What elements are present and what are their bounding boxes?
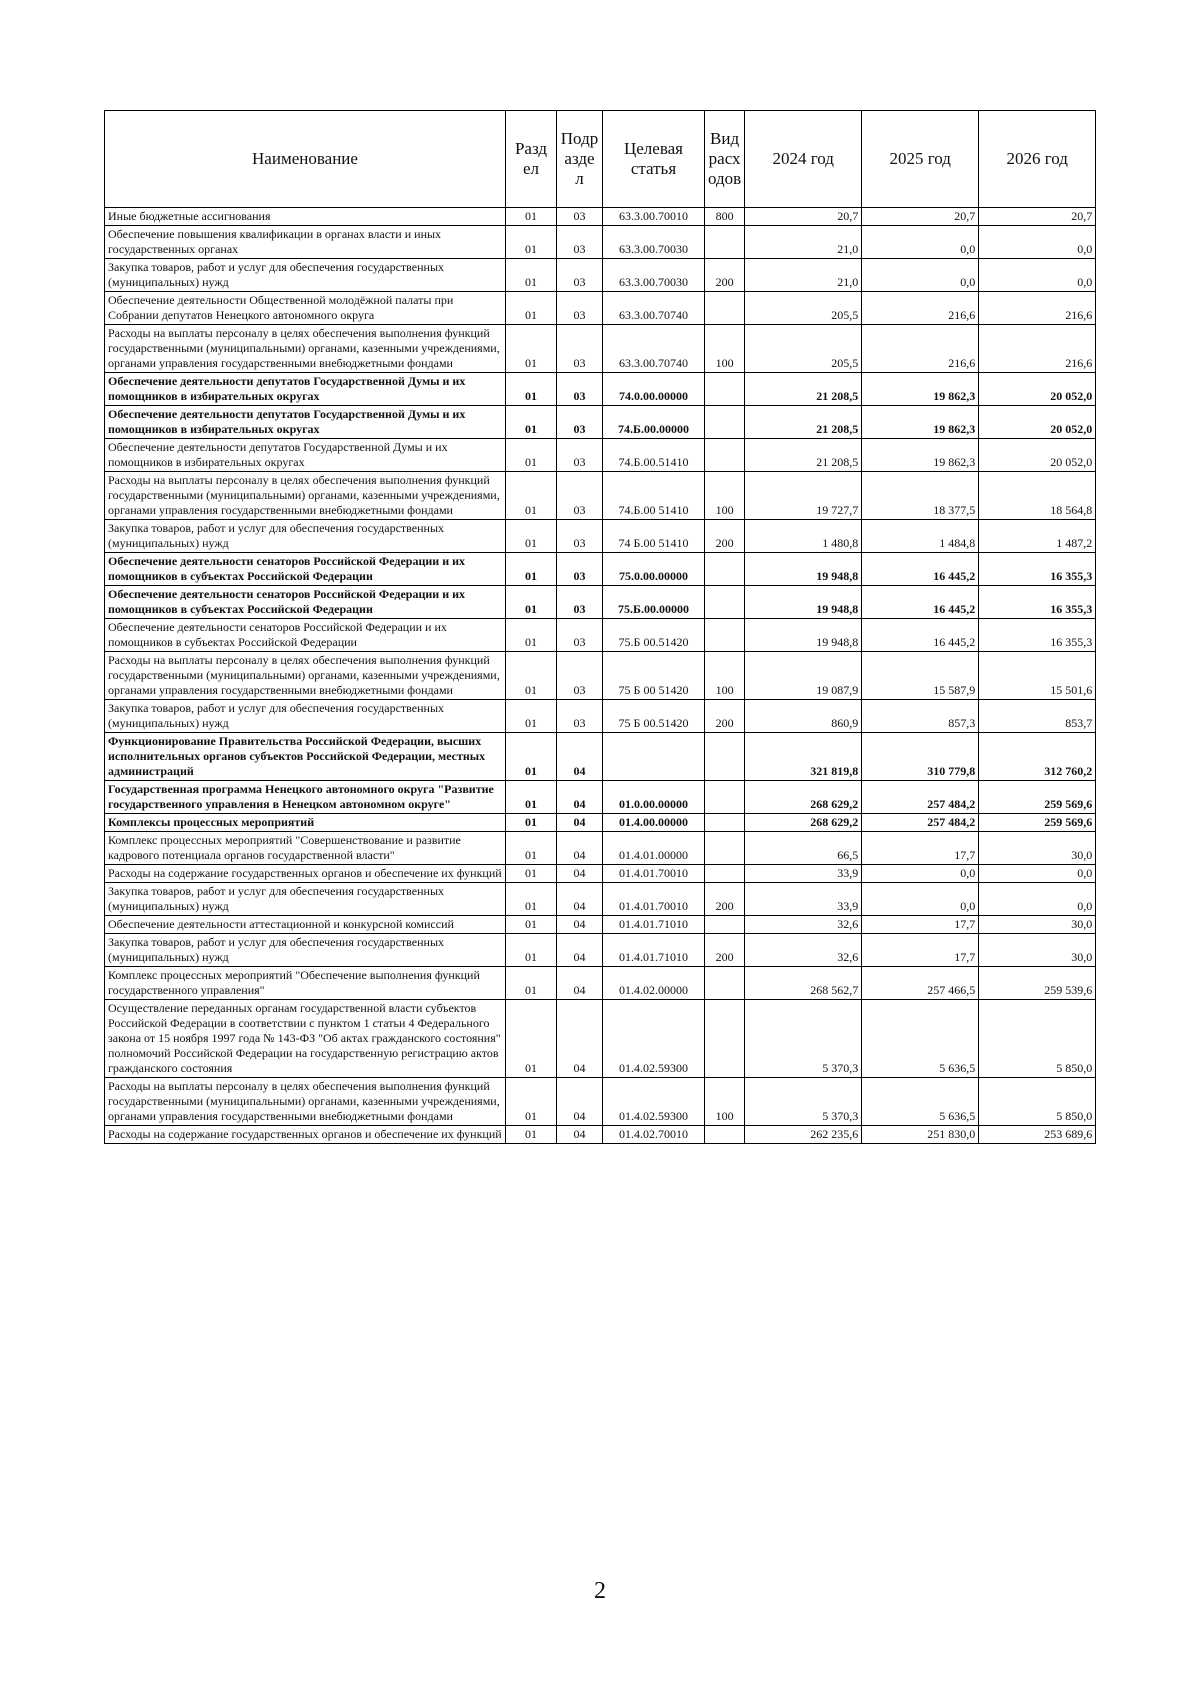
cell-podrazdel: 04 <box>557 865 603 883</box>
cell-2024: 66,5 <box>745 832 862 865</box>
cell-vid <box>705 292 745 325</box>
cell-vid <box>705 373 745 406</box>
cell-2026: 1 487,2 <box>979 520 1096 553</box>
header-target: Целевая статья <box>603 111 705 208</box>
cell-razdel: 01 <box>506 652 557 700</box>
table-row <box>105 916 1096 934</box>
cell-razdel: 01 <box>506 292 557 325</box>
cell-2024: 19 948,8 <box>745 586 862 619</box>
cell-name: Комплексы процессных мероприятий <box>105 814 506 832</box>
cell-2026: 259 569,6 <box>979 814 1096 832</box>
cell-name: Обеспечение деятельности депутатов Государственной Думы и их помощников в избирательных округах <box>105 373 506 406</box>
cell-2025: 0,0 <box>862 883 979 916</box>
table-row <box>105 259 1096 292</box>
cell-vid <box>705 586 745 619</box>
cell-2025: 19 862,3 <box>862 406 979 439</box>
cell-2025: 257 484,2 <box>862 781 979 814</box>
cell-razdel: 01 <box>506 733 557 781</box>
cell-target: 75 Б 00 51420 <box>603 652 705 700</box>
cell-2026: 312 760,2 <box>979 733 1096 781</box>
cell-2026: 15 501,6 <box>979 652 1096 700</box>
cell-2025: 0,0 <box>862 259 979 292</box>
cell-target: 63.3.00.70030 <box>603 226 705 259</box>
cell-vid <box>705 619 745 652</box>
cell-2024: 321 819,8 <box>745 733 862 781</box>
cell-podrazdel: 03 <box>557 292 603 325</box>
cell-2026: 5 850,0 <box>979 1078 1096 1126</box>
cell-razdel: 01 <box>506 916 557 934</box>
cell-2026: 0,0 <box>979 226 1096 259</box>
cell-razdel: 01 <box>506 226 557 259</box>
cell-podrazdel: 03 <box>557 259 603 292</box>
cell-razdel: 01 <box>506 781 557 814</box>
cell-target: 74.Б.00 51410 <box>603 472 705 520</box>
header-podrazdel: Подр азде л <box>557 111 603 208</box>
cell-name: Обеспечение деятельности сенаторов Российской Федерации и их помощников в субъектах Российской Федерации <box>105 619 506 652</box>
cell-vid <box>705 814 745 832</box>
cell-2026: 0,0 <box>979 259 1096 292</box>
cell-target: 01.0.00.00000 <box>603 781 705 814</box>
cell-name: Комплекс процессных мероприятий "Совершенствование и развитие кадрового потенциала органов государственной власти" <box>105 832 506 865</box>
cell-2024: 21,0 <box>745 226 862 259</box>
cell-name: Обеспечение деятельности депутатов Государственной Думы и их помощников в избирательных округах <box>105 406 506 439</box>
cell-vid <box>705 439 745 472</box>
cell-vid: 800 <box>705 208 745 226</box>
cell-podrazdel: 03 <box>557 373 603 406</box>
cell-target: 63.3.00.70010 <box>603 208 705 226</box>
cell-2024: 21 208,5 <box>745 439 862 472</box>
cell-target: 01.4.00.00000 <box>603 814 705 832</box>
table-row <box>105 472 1096 520</box>
cell-vid: 100 <box>705 325 745 373</box>
table-row <box>105 406 1096 439</box>
cell-vid <box>705 781 745 814</box>
table-row <box>105 700 1096 733</box>
cell-2024: 33,9 <box>745 865 862 883</box>
cell-razdel: 01 <box>506 832 557 865</box>
cell-2024: 21 208,5 <box>745 373 862 406</box>
table-row <box>105 1126 1096 1144</box>
cell-2025: 17,7 <box>862 934 979 967</box>
cell-2026: 0,0 <box>979 865 1096 883</box>
cell-name: Расходы на содержание государственных органов и обеспечение их функций <box>105 865 506 883</box>
cell-razdel: 01 <box>506 553 557 586</box>
cell-2025: 5 636,5 <box>862 1078 979 1126</box>
cell-2024: 205,5 <box>745 325 862 373</box>
cell-vid <box>705 733 745 781</box>
cell-2025: 16 445,2 <box>862 553 979 586</box>
cell-target: 01.4.01.70010 <box>603 883 705 916</box>
cell-2024: 21,0 <box>745 259 862 292</box>
cell-target: 63.3.00.70030 <box>603 259 705 292</box>
cell-2025: 251 830,0 <box>862 1126 979 1144</box>
cell-vid <box>705 832 745 865</box>
cell-razdel: 01 <box>506 472 557 520</box>
table-row <box>105 208 1096 226</box>
cell-razdel: 01 <box>506 586 557 619</box>
table-row <box>105 439 1096 472</box>
table-row <box>105 967 1096 1000</box>
table-row <box>105 292 1096 325</box>
cell-vid: 100 <box>705 652 745 700</box>
table-row <box>105 733 1096 781</box>
cell-podrazdel: 03 <box>557 226 603 259</box>
cell-2024: 19 087,9 <box>745 652 862 700</box>
cell-2024: 268 562,7 <box>745 967 862 1000</box>
cell-2024: 262 235,6 <box>745 1126 862 1144</box>
cell-2024: 32,6 <box>745 916 862 934</box>
cell-vid <box>705 865 745 883</box>
cell-razdel: 01 <box>506 439 557 472</box>
table-row <box>105 520 1096 553</box>
cell-podrazdel: 04 <box>557 967 603 1000</box>
cell-2026: 20 052,0 <box>979 373 1096 406</box>
table-row <box>105 781 1096 814</box>
cell-2025: 257 466,5 <box>862 967 979 1000</box>
cell-2025: 16 445,2 <box>862 619 979 652</box>
cell-razdel: 01 <box>506 865 557 883</box>
cell-2026: 20,7 <box>979 208 1096 226</box>
cell-name: Расходы на содержание государственных органов и обеспечение их функций <box>105 1126 506 1144</box>
cell-vid <box>705 226 745 259</box>
budget-table-container <box>104 110 1096 1144</box>
table-row <box>105 832 1096 865</box>
cell-target: 01.4.02.00000 <box>603 967 705 1000</box>
cell-razdel: 01 <box>506 1078 557 1126</box>
cell-2026: 853,7 <box>979 700 1096 733</box>
cell-2025: 857,3 <box>862 700 979 733</box>
cell-razdel: 01 <box>506 325 557 373</box>
cell-name: Комплекс процессных мероприятий "Обеспечение выполнения функций государственного управления" <box>105 967 506 1000</box>
header-2025: 2025 год <box>862 111 979 208</box>
cell-name: Обеспечение деятельности Общественной молодёжной палаты при Собрании депутатов Ненецкого автономного округа <box>105 292 506 325</box>
cell-2026: 259 539,6 <box>979 967 1096 1000</box>
cell-target: 01.4.02.70010 <box>603 1126 705 1144</box>
cell-2025: 257 484,2 <box>862 814 979 832</box>
cell-2025: 216,6 <box>862 292 979 325</box>
cell-vid: 200 <box>705 520 745 553</box>
cell-2026: 30,0 <box>979 916 1096 934</box>
cell-2024: 19 727,7 <box>745 472 862 520</box>
cell-2024: 5 370,3 <box>745 1078 862 1126</box>
cell-2025: 5 636,5 <box>862 1000 979 1078</box>
cell-2026: 0,0 <box>979 883 1096 916</box>
table-row <box>105 1078 1096 1126</box>
cell-podrazdel: 04 <box>557 1078 603 1126</box>
cell-name: Закупка товаров, работ и услуг для обеспечения государственных (муниципальных) нужд <box>105 520 506 553</box>
header-2024: 2024 год <box>745 111 862 208</box>
cell-podrazdel: 03 <box>557 208 603 226</box>
cell-vid <box>705 916 745 934</box>
cell-2024: 19 948,8 <box>745 553 862 586</box>
cell-razdel: 01 <box>506 619 557 652</box>
cell-name: Функционирование Правительства Российской Федерации, высших исполнительных органов субъектов Российской Федерации, местных администраций <box>105 733 506 781</box>
cell-razdel: 01 <box>506 700 557 733</box>
cell-name: Закупка товаров, работ и услуг для обеспечения государственных (муниципальных) нужд <box>105 259 506 292</box>
cell-2024: 33,9 <box>745 883 862 916</box>
budget-table <box>104 110 1096 1144</box>
cell-2025: 0,0 <box>862 865 979 883</box>
cell-razdel: 01 <box>506 406 557 439</box>
cell-razdel: 01 <box>506 814 557 832</box>
cell-podrazdel: 03 <box>557 586 603 619</box>
cell-vid <box>705 1126 745 1144</box>
table-row <box>105 865 1096 883</box>
cell-target: 74.Б.00.51410 <box>603 439 705 472</box>
cell-podrazdel: 04 <box>557 733 603 781</box>
cell-2024: 20,7 <box>745 208 862 226</box>
cell-podrazdel: 03 <box>557 652 603 700</box>
cell-target: 63.3.00.70740 <box>603 292 705 325</box>
cell-vid: 200 <box>705 259 745 292</box>
cell-vid <box>705 1000 745 1078</box>
cell-target: 74.Б.00.00000 <box>603 406 705 439</box>
cell-podrazdel: 03 <box>557 325 603 373</box>
table-row <box>105 934 1096 967</box>
cell-target: 74 Б.00 51410 <box>603 520 705 553</box>
cell-2026: 253 689,6 <box>979 1126 1096 1144</box>
table-row <box>105 652 1096 700</box>
cell-2026: 18 564,8 <box>979 472 1096 520</box>
cell-podrazdel: 04 <box>557 814 603 832</box>
cell-podrazdel: 04 <box>557 1126 603 1144</box>
cell-2025: 17,7 <box>862 916 979 934</box>
cell-2025: 19 862,3 <box>862 439 979 472</box>
table-body <box>105 208 1096 1144</box>
cell-razdel: 01 <box>506 883 557 916</box>
cell-target: 01.4.01.71010 <box>603 916 705 934</box>
cell-name: Закупка товаров, работ и услуг для обеспечения государственных (муниципальных) нужд <box>105 700 506 733</box>
cell-podrazdel: 03 <box>557 406 603 439</box>
cell-podrazdel: 03 <box>557 472 603 520</box>
cell-razdel: 01 <box>506 967 557 1000</box>
cell-name: Государственная программа Ненецкого автономного округа "Развитие государственного управления в Ненецком автономном округе" <box>105 781 506 814</box>
cell-2026: 16 355,3 <box>979 553 1096 586</box>
cell-podrazdel: 03 <box>557 439 603 472</box>
table-row <box>105 373 1096 406</box>
table-row <box>105 586 1096 619</box>
cell-vid: 200 <box>705 934 745 967</box>
table-row <box>105 619 1096 652</box>
table-row <box>105 1000 1096 1078</box>
cell-podrazdel: 03 <box>557 619 603 652</box>
cell-2024: 1 480,8 <box>745 520 862 553</box>
cell-razdel: 01 <box>506 1126 557 1144</box>
cell-vid: 100 <box>705 472 745 520</box>
cell-2026: 30,0 <box>979 934 1096 967</box>
cell-vid: 100 <box>705 1078 745 1126</box>
cell-razdel: 01 <box>506 259 557 292</box>
cell-target: 75.Б 00.51420 <box>603 619 705 652</box>
cell-podrazdel: 04 <box>557 934 603 967</box>
header-vid: Вид расх одов <box>705 111 745 208</box>
cell-2026: 30,0 <box>979 832 1096 865</box>
cell-2026: 216,6 <box>979 292 1096 325</box>
cell-target: 01.4.01.71010 <box>603 934 705 967</box>
cell-name: Обеспечение повышения квалификации в органах власти и иных государственных органах <box>105 226 506 259</box>
cell-name: Осуществление переданных органам государственной власти субъектов Российской Федерации в соответствии с пунктом 1 статьи 4 Федерального закона от 15 ноября 1997 года № 143-ФЗ "Об актах гражданского состояния" полномочий Российской Федерации на государственную регистрацию актов гражданского состояния <box>105 1000 506 1078</box>
cell-2025: 20,7 <box>862 208 979 226</box>
cell-podrazdel: 03 <box>557 520 603 553</box>
cell-podrazdel: 04 <box>557 916 603 934</box>
cell-name: Расходы на выплаты персоналу в целях обеспечения выполнения функций государственными (муниципальными) органами, казенными учреждениями, органами управления государственными внебюджетными фондами <box>105 325 506 373</box>
table-row <box>105 325 1096 373</box>
cell-2026: 16 355,3 <box>979 586 1096 619</box>
cell-name: Обеспечение деятельности сенаторов Российской Федерации и их помощников в субъектах Российской Федерации <box>105 586 506 619</box>
cell-2024: 268 629,2 <box>745 814 862 832</box>
cell-podrazdel: 04 <box>557 883 603 916</box>
cell-2026: 16 355,3 <box>979 619 1096 652</box>
cell-2026: 5 850,0 <box>979 1000 1096 1078</box>
cell-2024: 5 370,3 <box>745 1000 862 1078</box>
cell-2026: 20 052,0 <box>979 406 1096 439</box>
table-row <box>105 814 1096 832</box>
cell-2025: 16 445,2 <box>862 586 979 619</box>
cell-name: Расходы на выплаты персоналу в целях обеспечения выполнения функций государственными (муниципальными) органами, казенными учреждениями, органами управления государственными внебюджетными фондами <box>105 472 506 520</box>
cell-target <box>603 733 705 781</box>
cell-name: Расходы на выплаты персоналу в целях обеспечения выполнения функций государственными (муниципальными) органами, казенными учреждениями, органами управления государственными внебюджетными фондами <box>105 1078 506 1126</box>
cell-name: Обеспечение деятельности депутатов Государственной Думы и их помощников в избирательных округах <box>105 439 506 472</box>
header-name: Наименование <box>105 111 506 208</box>
cell-razdel: 01 <box>506 934 557 967</box>
cell-vid: 200 <box>705 883 745 916</box>
cell-2025: 17,7 <box>862 832 979 865</box>
cell-razdel: 01 <box>506 373 557 406</box>
header-2026: 2026 год <box>979 111 1096 208</box>
cell-vid: 200 <box>705 700 745 733</box>
cell-podrazdel: 04 <box>557 781 603 814</box>
cell-target: 01.4.01.70010 <box>603 865 705 883</box>
cell-vid <box>705 553 745 586</box>
cell-2025: 0,0 <box>862 226 979 259</box>
cell-2024: 205,5 <box>745 292 862 325</box>
cell-name: Закупка товаров, работ и услуг для обеспечения государственных (муниципальных) нужд <box>105 934 506 967</box>
cell-2025: 19 862,3 <box>862 373 979 406</box>
cell-2024: 268 629,2 <box>745 781 862 814</box>
header-razdel: Разд ел <box>506 111 557 208</box>
cell-target: 74.0.00.00000 <box>603 373 705 406</box>
cell-2025: 18 377,5 <box>862 472 979 520</box>
cell-vid <box>705 967 745 1000</box>
cell-target: 75 Б 00.51420 <box>603 700 705 733</box>
cell-2025: 1 484,8 <box>862 520 979 553</box>
cell-name: Расходы на выплаты персоналу в целях обеспечения выполнения функций государственными (муниципальными) органами, казенными учреждениями, органами управления государственными внебюджетными фондами <box>105 652 506 700</box>
cell-2026: 259 569,6 <box>979 781 1096 814</box>
cell-podrazdel: 04 <box>557 1000 603 1078</box>
cell-2025: 310 779,8 <box>862 733 979 781</box>
cell-2026: 20 052,0 <box>979 439 1096 472</box>
cell-2024: 21 208,5 <box>745 406 862 439</box>
cell-podrazdel: 03 <box>557 553 603 586</box>
table-row <box>105 226 1096 259</box>
cell-2024: 19 948,8 <box>745 619 862 652</box>
cell-name: Обеспечение деятельности сенаторов Российской Федерации и их помощников в субъектах Российской Федерации <box>105 553 506 586</box>
cell-razdel: 01 <box>506 208 557 226</box>
cell-vid <box>705 406 745 439</box>
page-number: 2 <box>594 1578 606 1604</box>
cell-name: Закупка товаров, работ и услуг для обеспечения государственных (муниципальных) нужд <box>105 883 506 916</box>
cell-target: 01.4.02.59300 <box>603 1078 705 1126</box>
cell-target: 75.0.00.00000 <box>603 553 705 586</box>
cell-name: Обеспечение деятельности аттестационной и конкурсной комиссий <box>105 916 506 934</box>
cell-target: 01.4.02.59300 <box>603 1000 705 1078</box>
cell-podrazdel: 04 <box>557 832 603 865</box>
cell-2025: 15 587,9 <box>862 652 979 700</box>
cell-razdel: 01 <box>506 1000 557 1078</box>
cell-razdel: 01 <box>506 520 557 553</box>
table-row <box>105 883 1096 916</box>
table-header-row <box>105 111 1096 208</box>
cell-target: 01.4.01.00000 <box>603 832 705 865</box>
cell-2026: 216,6 <box>979 325 1096 373</box>
cell-target: 75.Б.00.00000 <box>603 586 705 619</box>
cell-target: 63.3.00.70740 <box>603 325 705 373</box>
table-row <box>105 553 1096 586</box>
cell-2024: 860,9 <box>745 700 862 733</box>
cell-2024: 32,6 <box>745 934 862 967</box>
cell-2025: 216,6 <box>862 325 979 373</box>
cell-name: Иные бюджетные ассигнования <box>105 208 506 226</box>
cell-podrazdel: 03 <box>557 700 603 733</box>
